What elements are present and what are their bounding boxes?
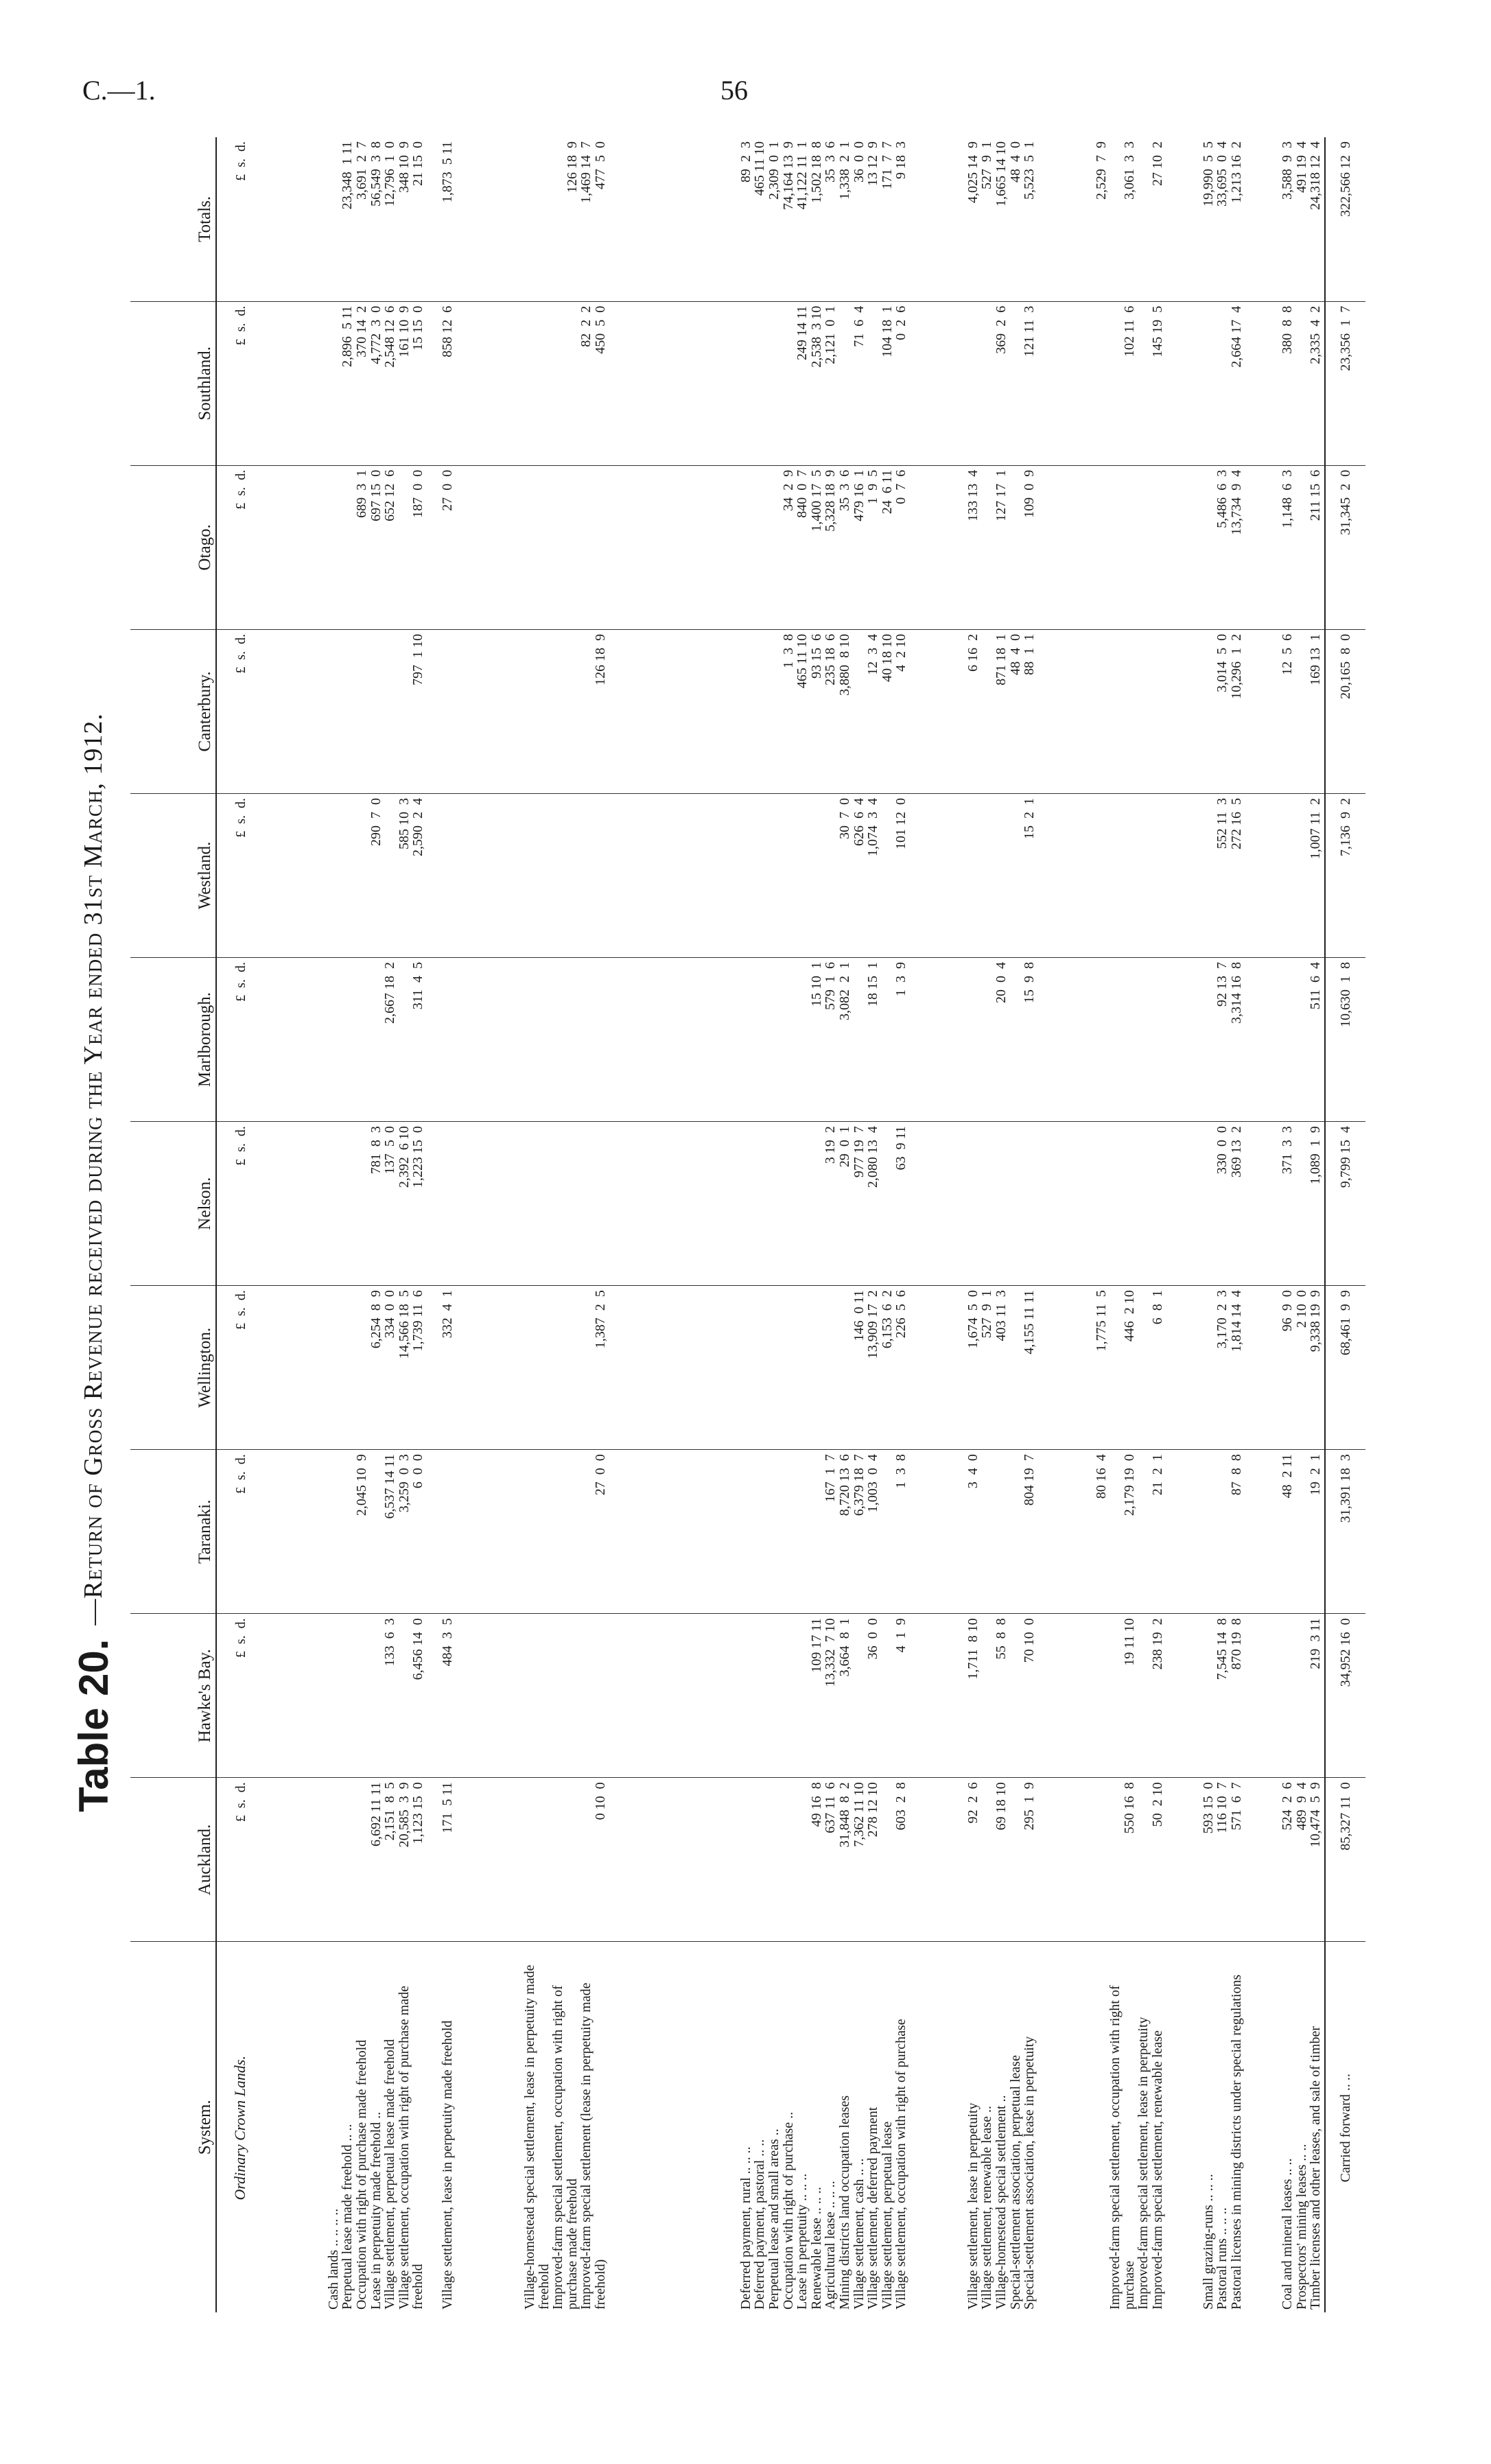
col-header: Marlborough. — [130, 958, 216, 1122]
cell-value: 3 19 2 29 0 1 977 19 7 2,080 13 4 63 9 11 — [609, 1122, 910, 1286]
cell-value: 49 16 8 637 11 6 31,848 8 2 7,362 11 10 278 12 10 603 2 8 — [609, 1778, 910, 1942]
table-title-text: —Return of Gross Revenue received during the Year ended 31st March, 1912. — [79, 713, 108, 1626]
cell-value: 23,356 1 7 — [1325, 301, 1365, 465]
cell-value: 290 7 0 585 10 3 2,590 2 4 — [249, 793, 427, 957]
cell-value: £ s. d. — [216, 1286, 249, 1450]
cell-value: 89 2 3 465 11 10 2,309 0 1 74,164 13 9 41,122 11 1 1,502 18 8 35 3 6 1,338 2 1 36 0 0 13 12 9 171 7 7 9 18 3 — [609, 137, 910, 301]
cell-value: 7,136 9 2 — [1325, 793, 1365, 957]
table-row — [1166, 137, 1245, 2312]
cell-value: 34 2 9 840 0 7 1,400 17 5 5,328 18 9 35 3 6 479 16 1 1 9 5 24 6 11 0 7 6 — [609, 465, 910, 629]
cell-value: 31,391 18 3 — [1325, 1450, 1365, 1614]
table-number: Table 20. — [70, 1639, 117, 1812]
col-header: Nelson. — [130, 1122, 216, 1286]
cell-value: 85,327 11 0 — [1325, 1778, 1365, 1942]
row-label: Village settlement, lease in perpetuity Village settlement, renewable lease .. Village-homestead special settlement .. Special-settlement association, perpetual lease Special-settlement association, lease in perpetuity — [965, 2036, 1037, 2310]
cell-value: £ s. d. — [216, 137, 249, 301]
cell-value — [910, 1122, 1038, 1286]
cell-value — [456, 1614, 609, 1778]
cell-value: 2,667 18 2 311 4 5 — [249, 958, 427, 1122]
cell-value: 3,014 5 0 10,296 1 2 — [1166, 629, 1245, 793]
cell-value: 2,529 7 9 3,061 3 3 27 10 2 — [1038, 137, 1166, 301]
cell-value: 6 16 2 871 18 1 48 4 0 88 1 1 — [910, 629, 1038, 793]
col-header: Canterbury. — [130, 629, 216, 793]
table-body — [216, 137, 1365, 2312]
cell-value: 371 3 3 1,089 1 9 — [1245, 1122, 1325, 1286]
cell-value: 1,387 2 5 — [456, 1286, 609, 1450]
cell-value: £ s. d. — [216, 1450, 249, 1614]
table-title — [66, 137, 121, 2388]
cell-value: 27 0 0 — [456, 1450, 609, 1614]
cell-value: 12 5 6 169 13 1 — [1245, 629, 1325, 793]
cell-value: 19 11 10 238 19 2 — [1038, 1614, 1166, 1778]
cell-value: 15 2 1 — [910, 793, 1038, 957]
cell-value: £ s. d. — [216, 1778, 249, 1942]
row-label: Village settlement, lease in perpetuity made freehold — [440, 2020, 456, 2310]
col-header: Wellington. — [130, 1286, 216, 1450]
cell-value: 20 0 4 15 9 8 — [910, 958, 1038, 1122]
cell-value: 3,170 2 3 1,814 14 4 — [1166, 1286, 1245, 1450]
header-row — [130, 137, 216, 2312]
cell-value — [427, 958, 456, 1122]
cell-value: 1,711 8 10 55 8 8 70 10 0 — [910, 1614, 1038, 1778]
row-label: Improved-farm special settlement, occupation with right of purchase Improved-farm special settlement, lease in perpetuity Improved-farm special settlement, renewable lease — [1107, 1985, 1165, 2310]
cell-value: 146 0 11 13,909 17 2 6,153 6 2 226 5 6 — [609, 1286, 910, 1450]
cell-value: 0 10 0 — [456, 1778, 609, 1942]
section-heading-row — [216, 137, 249, 2312]
cell-value — [456, 1122, 609, 1286]
cell-value: 1,873 5 11 — [427, 137, 456, 301]
cell-value: 797 1 10 — [249, 629, 427, 793]
cell-value: 511 6 4 — [1245, 958, 1325, 1122]
cell-value: 7,545 14 8 870 19 8 — [1166, 1614, 1245, 1778]
cell-value: 48 2 11 19 2 1 — [1245, 1450, 1325, 1614]
cell-value — [456, 793, 609, 957]
cell-value: 2,045 10 9 6,537 14 11 3,259 0 3 6 0 0 — [249, 1450, 427, 1614]
table-row — [1038, 137, 1166, 2312]
col-header: Hawke's Bay. — [130, 1614, 216, 1778]
cell-value: 80 16 4 2,179 19 0 21 2 1 — [1038, 1450, 1166, 1614]
cell-value: 102 11 6 145 19 5 — [1038, 301, 1166, 465]
cell-value: 34,952 16 0 — [1325, 1614, 1365, 1778]
cell-value: 10,630 1 8 — [1325, 958, 1365, 1122]
col-header: Otago. — [130, 465, 216, 629]
cell-value: 484 3 5 — [427, 1614, 456, 1778]
revenue-table — [130, 137, 1365, 2312]
row-label: Ordinary Crown Lands. — [231, 2056, 248, 2201]
cell-value: 68,461 9 9 — [1325, 1286, 1365, 1450]
cell-value: 593 15 0 116 10 7 571 6 7 — [1166, 1778, 1245, 1942]
cell-value: 109 17 11 13,332 7 10 3,664 8 1 36 0 0 4 1 9 — [609, 1614, 910, 1778]
cell-value: 1,007 11 2 — [1245, 793, 1325, 957]
cell-value: £ s. d. — [216, 301, 249, 465]
cell-value — [1038, 793, 1166, 957]
table-row — [910, 137, 1038, 2312]
rotated-table-wrapper — [130, 137, 1365, 2312]
table-row — [427, 137, 456, 2312]
cell-value: 133 6 3 6,456 14 0 — [249, 1614, 427, 1778]
cell-value: 6,692 11 11 2,151 8 5 20,585 3 9 1,123 15 0 — [249, 1778, 427, 1942]
cell-value: 3 4 0 804 19 7 — [910, 1450, 1038, 1614]
cell-value: 369 2 6 121 11 3 — [910, 301, 1038, 465]
cell-value: 4,025 14 9 527 9 1 1,665 14 10 48 4 0 5,523 5 1 — [910, 137, 1038, 301]
row-label: Cash lands .. .. .. .. Perpetual lease made freehold .. .. Occupation with right of purchase made freehold Lease in perpetuity made freehold .. Village settlement, perpetual lease made freehold Village settlement, occupation with right of purchase made freehold — [325, 1986, 426, 2310]
cell-value: 219 3 11 — [1245, 1614, 1325, 1778]
cell-value — [456, 465, 609, 629]
cell-value: 20,165 8 0 — [1325, 629, 1365, 793]
cell-value: 92 13 7 3,314 16 8 — [1166, 958, 1245, 1122]
cell-value: 1,674 5 0 527 9 1 403 11 3 4,155 11 11 — [910, 1286, 1038, 1450]
cell-value — [427, 1450, 456, 1614]
cell-value: 126 18 9 1,469 14 7 477 5 0 — [456, 137, 609, 301]
cell-value: 858 12 6 — [427, 301, 456, 465]
cell-value: 87 8 8 — [1166, 1450, 1245, 1614]
table-row — [456, 137, 609, 2312]
row-label: Small grazing-runs .. .. .. Pastoral runs .. .. .. Pastoral licenses in mining districts under special regulations — [1200, 1974, 1244, 2310]
table-row — [249, 137, 427, 2312]
cell-value: £ s. d. — [216, 793, 249, 957]
cell-value: £ s. d. — [216, 1614, 249, 1778]
table-row — [609, 137, 910, 2312]
cell-value — [1038, 629, 1166, 793]
cell-value: 19,990 5 5 33,695 0 4 1,213 16 2 — [1166, 137, 1245, 301]
cell-value: £ s. d. — [216, 958, 249, 1122]
cell-value: 92 2 6 69 18 10 295 1 9 — [910, 1778, 1038, 1942]
cell-value: 332 4 1 — [427, 1286, 456, 1450]
cell-value: £ s. d. — [216, 1122, 249, 1286]
cell-value: £ s. d. — [216, 629, 249, 793]
cell-value: 2,664 17 4 — [1166, 301, 1245, 465]
cell-value: 3,588 9 3 491 19 4 24,318 12 4 — [1245, 137, 1325, 301]
cell-value: 27 0 0 — [427, 465, 456, 629]
col-header: System. — [130, 1942, 216, 2312]
cell-value — [427, 793, 456, 957]
row-label: Coal and mineral leases .. .. Prospectors' mining leases .. .. Timber licenses and other leases, and sale of timber — [1280, 2026, 1324, 2310]
cell-value: 23,348 1 11 3,691 2 7 56,549 3 8 12,796 1 0 348 10 9 21 15 0 — [249, 137, 427, 301]
cell-value: 1 3 8 465 11 10 93 15 6 235 18 6 3,880 8 10 12 3 4 40 18 10 4 2 10 — [609, 629, 910, 793]
cell-value: 133 13 4 127 17 1 109 0 9 — [910, 465, 1038, 629]
cell-value — [1038, 958, 1166, 1122]
cell-value — [427, 629, 456, 793]
col-header: Westland. — [130, 793, 216, 957]
cell-value: 82 2 2 450 5 0 — [456, 301, 609, 465]
cell-value: 1,775 11 5 446 2 10 6 8 1 — [1038, 1286, 1166, 1450]
cell-value: 2,896 5 11 370 14 2 4,772 3 0 2,548 12 6 161 10 9 15 15 0 — [249, 301, 427, 465]
cell-value: 1,148 6 3 211 15 6 — [1245, 465, 1325, 629]
cell-value: 550 16 8 50 2 10 — [1038, 1778, 1166, 1942]
cell-value: 167 1 7 8,720 13 6 6,379 18 7 1,003 0 4 1 3 8 — [609, 1450, 910, 1614]
carried-forward-row — [1325, 137, 1365, 2312]
cell-value: 96 9 0 2 10 0 9,338 19 9 — [1245, 1286, 1325, 1450]
cell-value: 330 0 0 369 13 2 — [1166, 1122, 1245, 1286]
cell-value: 30 7 0 626 6 4 1,074 3 4 101 12 0 — [609, 793, 910, 957]
col-header: Totals. — [130, 137, 216, 301]
cell-value — [456, 958, 609, 1122]
cell-value: £ s. d. — [216, 465, 249, 629]
cell-value: 322,566 12 9 — [1325, 137, 1365, 301]
cell-value: 781 8 3 137 5 0 2,392 6 10 1,223 15 0 — [249, 1122, 427, 1286]
cell-value: 380 8 8 2,335 4 2 — [1245, 301, 1325, 465]
page-ref: C.—1. — [82, 75, 156, 106]
cell-value: 249 14 11 2,538 3 10 2,121 0 1 71 6 4 104 18 1 0 2 6 — [609, 301, 910, 465]
row-label: Village-homestead special settlement, lease in perpetuity made freehold Improved-farm special settlement, occupation with right of purchase made freehold Improved-farm special settlement (lease in perpetuity made freehold) — [522, 1964, 608, 2310]
cell-value: 524 2 6 489 9 4 10,474 5 9 — [1245, 1778, 1325, 1942]
col-header: Southland. — [130, 301, 216, 465]
row-label: Carried forward .. .. — [1325, 1942, 1365, 2312]
cell-value — [1038, 465, 1166, 629]
col-header: Auckland. — [130, 1778, 216, 1942]
cell-value: 5,486 6 3 13,734 9 4 — [1166, 465, 1245, 629]
col-header: Taranaki. — [130, 1450, 216, 1614]
cell-value: 15 10 1 579 1 6 3,082 2 1 18 15 1 1 3 9 — [609, 958, 910, 1122]
cell-value: 126 18 9 — [456, 629, 609, 793]
cell-value: 552 11 3 272 16 5 — [1166, 793, 1245, 957]
cell-value — [427, 1122, 456, 1286]
cell-value — [1038, 1122, 1166, 1286]
cell-value: 31,345 2 0 — [1325, 465, 1365, 629]
row-label: Deferred payment, rural .. .. .. Deferred payment, pastoral .. .. Perpetual lease and small areas .. Occupation with right of purchase .. Lease in perpetuity .. .. .. Renewable lease .. .. .. Agricultural lease .. .. .. Mining districts land occupation leases Village settlement, cash .. .. Village settlement, deferred payment Village settlement, perpetual lease Village settlement, occupation with right of purchase — [738, 2019, 909, 2310]
table-row — [1245, 137, 1325, 2312]
cell-value: 9,799 15 4 — [1325, 1122, 1365, 1286]
page-number: 56 — [720, 75, 748, 106]
cell-value: 689 3 1 697 15 0 652 12 6 187 0 0 — [249, 465, 427, 629]
cell-value: 171 5 11 — [427, 1778, 456, 1942]
cell-value: 6,254 8 9 334 0 0 14,566 18 5 1,739 11 6 — [249, 1286, 427, 1450]
